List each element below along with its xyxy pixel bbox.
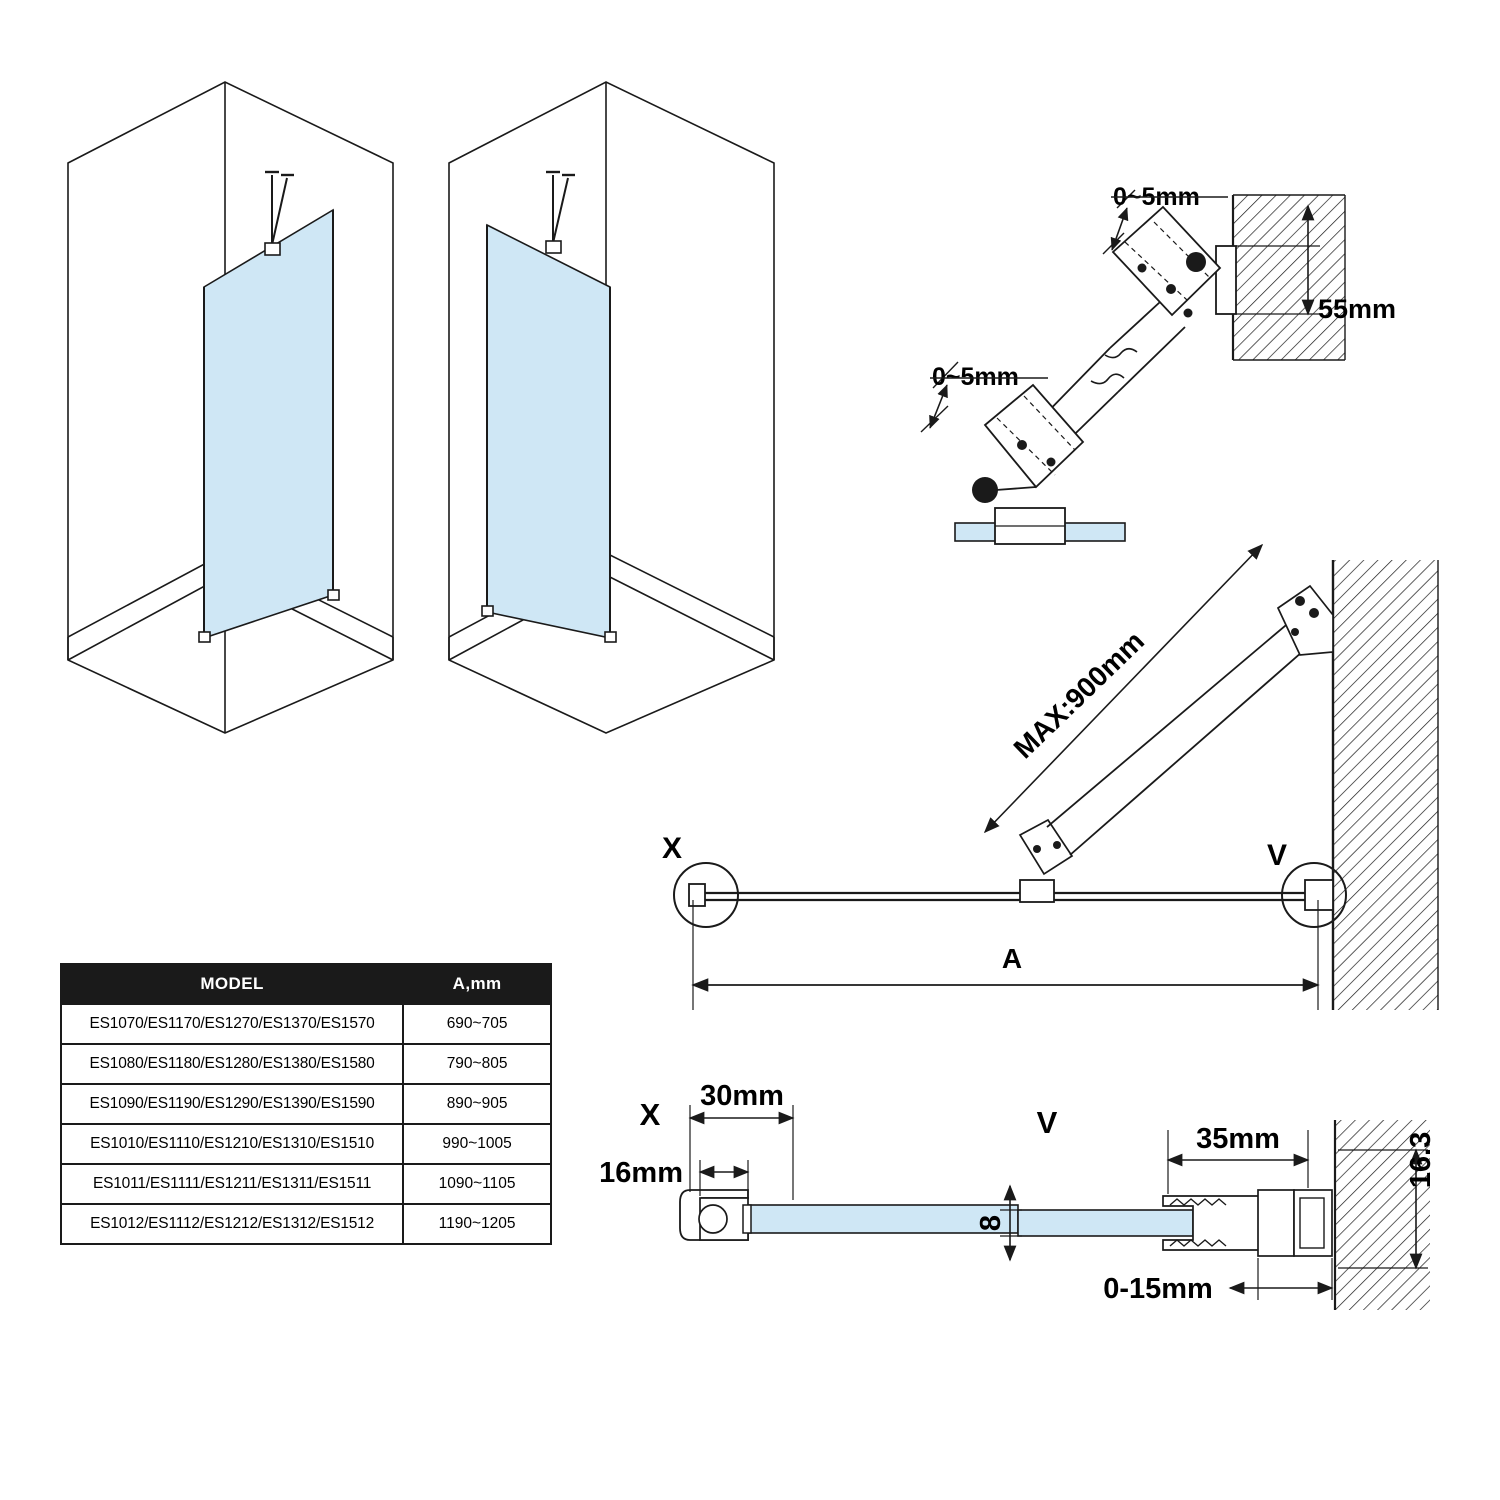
cell-model: ES1080/ES1180/ES1280/ES1380/ES1580 — [61, 1044, 403, 1084]
table-row — [61, 1164, 551, 1204]
table-header-row — [61, 964, 551, 1004]
cell-model: ES1012/ES1112/ES1212/ES1312/ES1512 — [61, 1204, 403, 1244]
svg-text:0-15mm: 0-15mm — [1103, 1273, 1213, 1305]
cell-dimension: 1190~1205 — [403, 1204, 551, 1244]
svg-text:35mm: 35mm — [1196, 1123, 1280, 1155]
svg-text:0~5mm: 0~5mm — [1113, 183, 1200, 211]
cell-dimension: 1090~1105 — [403, 1164, 551, 1204]
cell-dimension: 790~805 — [403, 1044, 551, 1084]
section-x-detail — [599, 1080, 1018, 1240]
svg-text:8: 8 — [975, 1214, 1007, 1232]
table-row — [61, 1084, 551, 1124]
svg-text:X: X — [639, 1097, 661, 1132]
cell-dimension: 990~1005 — [403, 1124, 551, 1164]
table-row — [61, 1044, 551, 1084]
left-enclosure-isometric — [68, 82, 393, 733]
cell-model: ES1011/ES1111/ES1211/ES1311/ES1511 — [61, 1164, 403, 1204]
table-row — [61, 1004, 551, 1044]
svg-text:16mm: 16mm — [599, 1157, 683, 1189]
column-header-a: A,mm — [403, 964, 551, 1004]
right-enclosure-isometric — [449, 82, 774, 733]
column-header-model: MODEL — [61, 964, 403, 1004]
table-row — [61, 1124, 551, 1164]
plan-view — [662, 545, 1438, 1010]
table-row — [61, 1204, 551, 1244]
cell-dimension: 890~905 — [403, 1084, 551, 1124]
svg-text:55mm: 55mm — [1318, 294, 1397, 324]
cell-model: ES1010/ES1110/ES1210/ES1310/ES1510 — [61, 1124, 403, 1164]
svg-text:V: V — [1036, 1105, 1058, 1140]
model-dimension-table — [60, 963, 552, 1245]
svg-text:16.3: 16.3 — [1405, 1131, 1437, 1189]
svg-text:V: V — [1266, 839, 1288, 872]
support-bar-adjustment-detail — [921, 183, 1396, 544]
svg-text:0~5mm: 0~5mm — [932, 363, 1019, 391]
svg-text:A: A — [1001, 943, 1023, 974]
cell-dimension: 690~705 — [403, 1004, 551, 1044]
cell-model: ES1070/ES1170/ES1270/ES1370/ES1570 — [61, 1004, 403, 1044]
svg-text:30mm: 30mm — [700, 1080, 784, 1112]
svg-text:MAX:900mm: MAX:900mm — [1007, 625, 1151, 765]
section-v-detail — [975, 1105, 1437, 1310]
cell-model: ES1090/ES1190/ES1290/ES1390/ES1590 — [61, 1084, 403, 1124]
svg-text:X: X — [661, 832, 683, 865]
